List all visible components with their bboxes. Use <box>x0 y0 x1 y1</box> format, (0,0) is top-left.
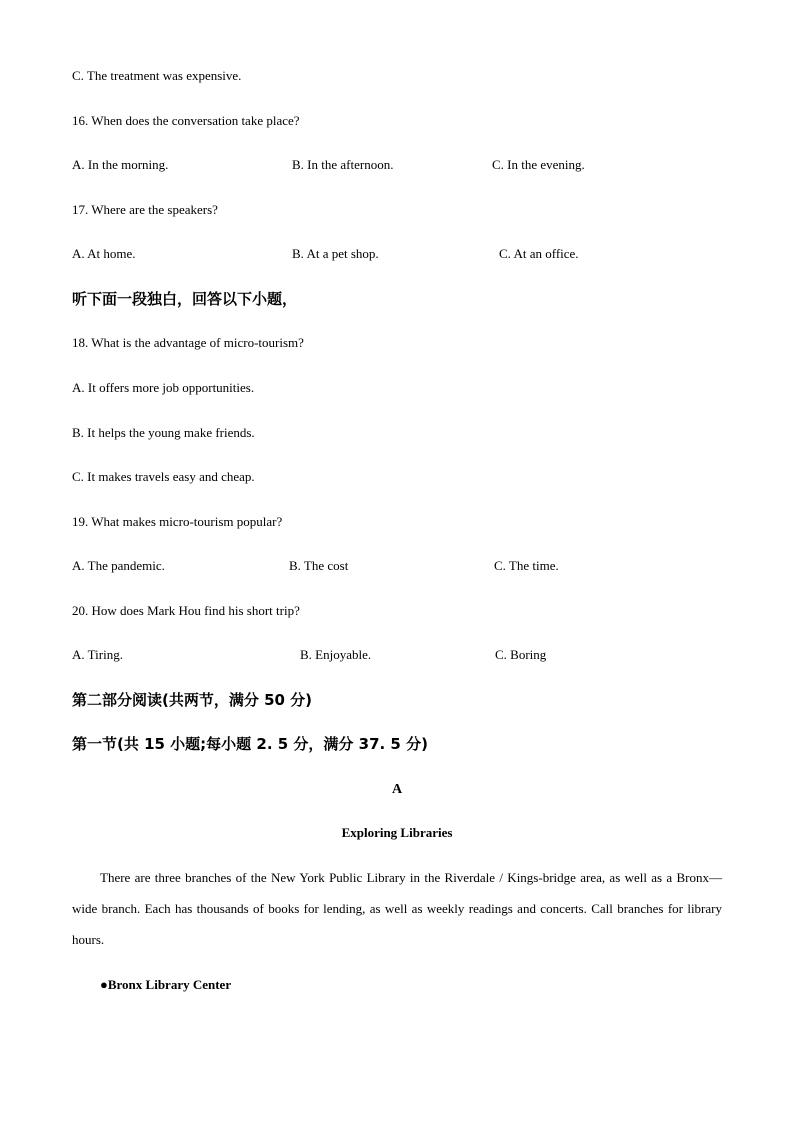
option-19-b: B. The cost <box>289 558 349 573</box>
option-16-c: C. In the evening. <box>492 157 585 172</box>
option-17-c: C. At an office. <box>499 246 579 261</box>
question-20: 20. How does Mark Hou find his short trip? <box>72 603 300 618</box>
option-20-c: C. Boring <box>495 647 547 662</box>
passage-title: Exploring Libraries <box>341 825 453 840</box>
bullet-bronx-library-center: ●Bronx Library Center <box>100 977 232 992</box>
question-16: 16. When does the conversation take place? <box>72 113 300 128</box>
section-monologue-heading: 听下面一段独白，回答以下小题， <box>72 290 298 308</box>
passage-letter: A <box>391 782 403 797</box>
option-18-a: A. It offers more job opportunities. <box>72 380 255 395</box>
question-19: 19. What makes micro-tourism popular? <box>72 514 283 529</box>
part2-heading: 第二部分阅读(共两节，满分 50 分) <box>72 691 313 709</box>
section1-heading: 第一节(共 15 小题;每小题 2. 5 分，满分 37. 5 分) <box>72 735 428 753</box>
option-17-a: A. At home. <box>72 246 136 261</box>
option-15-c: C. The treatment was expensive. <box>72 68 242 83</box>
passage-paragraph: There are three branches of the New York Public Library in the Riverdale / Kings-bridge area, as well as a Bronx—wide branch. Each has thousands of books for lending, as well as weekly readings and concerts. Call branches for library hours. <box>72 870 722 947</box>
option-20-a: A. Tiring. <box>72 647 123 662</box>
option-18-b: B. It helps the young make friends. <box>72 425 255 440</box>
question-18: 18. What is the advantage of micro-tourism? <box>72 335 304 350</box>
option-18-c: C. It makes travels easy and cheap. <box>72 469 255 484</box>
option-16-b: B. In the afternoon. <box>292 157 394 172</box>
option-17-b: B. At a pet shop. <box>292 246 379 261</box>
question-17: 17. Where are the speakers? <box>72 202 218 217</box>
option-16-a: A. In the morning. <box>72 157 169 172</box>
option-20-b: B. Enjoyable. <box>300 647 372 662</box>
option-19-c: C. The time. <box>494 558 559 573</box>
option-19-a: A. The pandemic. <box>72 558 165 573</box>
